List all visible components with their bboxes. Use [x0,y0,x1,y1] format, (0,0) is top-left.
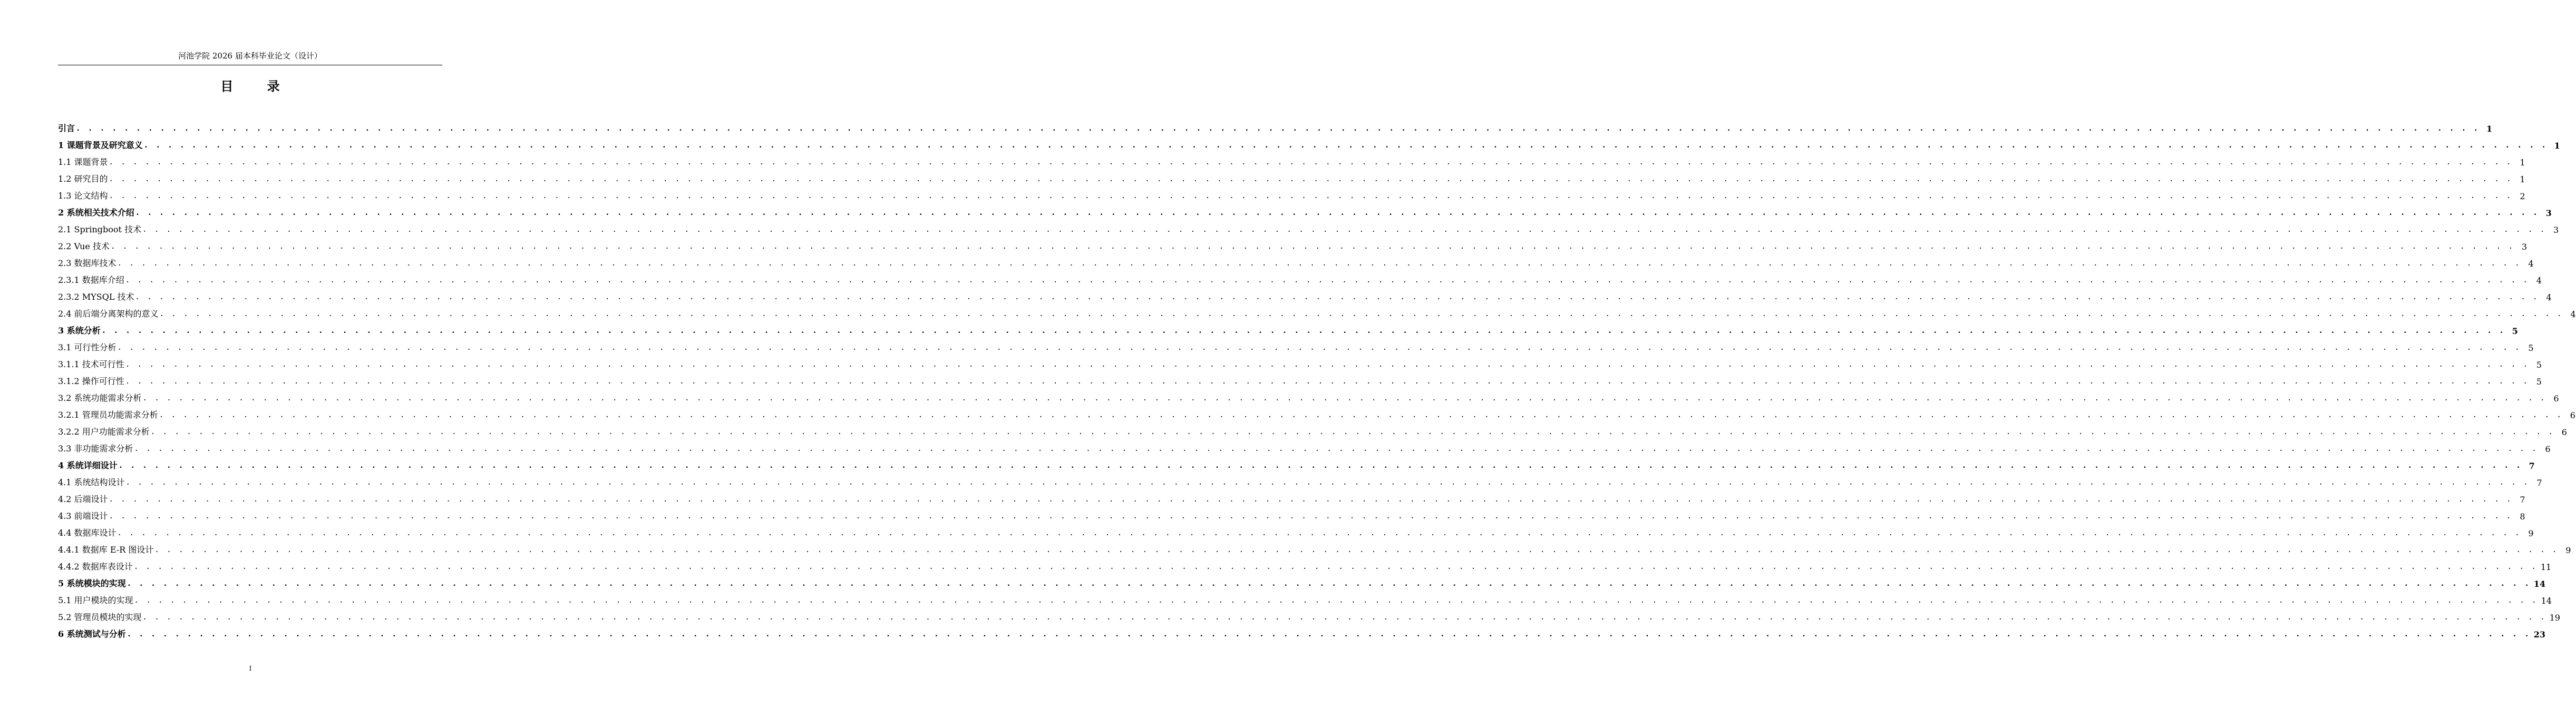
toc-entry-page: 1 [2554,141,2560,151]
toc-entry-page: 19 [2549,613,2560,623]
toc-entry[interactable] [58,134,2560,151]
toc-entry-page: 14 [2541,596,2552,606]
toc-entry-page: 3 [2553,225,2559,235]
toc-entry-page: 1 [2520,158,2525,168]
toc-entry-label: 5.2 管理员模块的实现 [58,612,142,622]
toc-entry[interactable] [58,302,2576,319]
toc-entry[interactable] [58,420,2567,437]
toc-dot-leader: . . . . . . . . . . . . . . . . . . . . . . . . . . . . . . . . . . . . . . . . . . . . . . . . . . . . . . . . . . . . . . . . . . . . . . . . . . . . . . . . . . . . . . . . . . . . . . . . . . . . . . . . . . . . . . . . . . . . . . . . . . . . . . . . . . . . . . . . . . . . . . . . . . . . . . . . . . . . . . . . . . . . . . . . . . . . . . . . . . . . . . . . . . . . . . . . . . . . . . . . [125,276,2529,284]
toc-entry-label: 2.2 Vue 技术 [58,241,110,251]
toc-entry[interactable] [58,538,2571,555]
toc-dot-leader: . . . . . . . . . . . . . . . . . . . . . . . . . . . . . . . . . . . . . . . . . . . . . . . . . . . . . . . . . . . . . . . . . . . . . . . . . . . . . . . . . . . . . . . . . . . . . . . . . . . . . . . . . . . . . . . . . . . . . . . . . . . . . . . . . . . . . . . . . . . . . . . . . . . . . . . . . . . . . . . . . . . . . . . . . . . . . . . . . . . . . . . . . . . . . . . . . . . . . . . . [154,546,2559,554]
toc-entry-page: 3 [2545,208,2552,218]
toc-entry[interactable] [58,168,2525,184]
toc-entry[interactable] [58,404,2575,420]
toc-entry-label: 4.4.2 数据库表设计 [58,562,133,572]
toc-entry-label: 5 系统模块的实现 [58,578,126,588]
toc-dot-leader: . . . . . . . . . . . . . . . . . . . . . . . . . . . . . . . . . . . . . . . . . . . . . . . . . . . . . . . . . . . . . . . . . . . . . . . . . . . . . . . . . . . . . . . . . . . . . . . . . . . . . . . . . . . . . . . . . . . . . . . . . . . . . . . . . . . . . . . . . . . . . . . . . . . . . . . . . . . . . . . . . . . . . . . . . . . . . . . . . . . . . . . . . . . . . . . . . . . . . . . . [118,461,2522,470]
toc-entry[interactable] [58,555,2552,572]
toc-entry-label: 4.2 后端设计 [58,494,108,504]
page-title: 目 录 [220,78,295,94]
toc-dot-leader: . . . . . . . . . . . . . . . . . . . . . . . . . . . . . . . . . . . . . . . . . . . . . . . . . . . . . . . . . . . . . . . . . . . . . . . . . . . . . . . . . . . . . . . . . . . . . . . . . . . . . . . . . . . . . . . . . . . . . . . . . . . . . . . . . . . . . . . . . . . . . . . . . . . . . . . . . . . . . . . . . . . . . . . . . . . . . . . . . . . . . . . . . . . . . . . . . . . . . . . . [134,596,2538,605]
toc-entry-page: 9 [2565,545,2571,555]
toc-entry-page: 7 [2529,461,2535,471]
toc-dot-leader: . . . . . . . . . . . . . . . . . . . . . . . . . . . . . . . . . . . . . . . . . . . . . . . . . . . . . . . . . . . . . . . . . . . . . . . . . . . . . . . . . . . . . . . . . . . . . . . . . . . . . . . . . . . . . . . . . . . . . . . . . . . . . . . . . . . . . . . . . . . . . . . . . . . . . . . . . . . . . . . . . . . . . . . . . . . . . . . . . . . . . . . . . . . . . . . . . . . . . . . . [135,209,2539,217]
toc-entry-label: 2.3 数据库技术 [58,258,116,268]
toc-entry[interactable] [58,370,2542,387]
toc-entry-page: 23 [2533,630,2546,640]
toc-entry-label: 2.1 Springboot 技术 [58,224,142,234]
toc-dot-leader: . . . . . . . . . . . . . . . . . . . . . . . . . . . . . . . . . . . . . . . . . . . . . . . . . . . . . . . . . . . . . . . . . . . . . . . . . . . . . . . . . . . . . . . . . . . . . . . . . . . . . . . . . . . . . . . . . . . . . . . . . . . . . . . . . . . . . . . . . . . . . . . . . . . . . . . . . . . . . . . . . . . . . . . . . . . . . . . . . . . . . . . . . . . . . . . . . . . . . . . . [117,259,2521,268]
toc-entry[interactable] [58,387,2559,404]
running-header: 河池学院 2026 届本科毕业论文（设计） [178,51,322,61]
toc-dot-leader: . . . . . . . . . . . . . . . . . . . . . . . . . . . . . . . . . . . . . . . . . . . . . . . . . . . . . . . . . . . . . . . . . . . . . . . . . . . . . . . . . . . . . . . . . . . . . . . . . . . . . . . . . . . . . . . . . . . . . . . . . . . . . . . . . . . . . . . . . . . . . . . . . . . . . . . . . . . . . . . . . . . . . . . . . . . . . . . . . . . . . . . . . . . . . . . . . . . . . . . . [109,175,2513,183]
toc-dot-leader: . . . . . . . . . . . . . . . . . . . . . . . . . . . . . . . . . . . . . . . . . . . . . . . . . . . . . . . . . . . . . . . . . . . . . . . . . . . . . . . . . . . . . . . . . . . . . . . . . . . . . . . . . . . . . . . . . . . . . . . . . . . . . . . . . . . . . . . . . . . . . . . . . . . . . . . . . . . . . . . . . . . . . . . . . . . . . . . . . . . . . . . . . . . . . . . . . . . . . . . . [109,512,2513,520]
toc-dot-leader: . . . . . . . . . . . . . . . . . . . . . . . . . . . . . . . . . . . . . . . . . . . . . . . . . . . . . . . . . . . . . . . . . . . . . . . . . . . . . . . . . . . . . . . . . . . . . . . . . . . . . . . . . . . . . . . . . . . . . . . . . . . . . . . . . . . . . . . . . . . . . . . . . . . . . . . . . . . . . . . . . . . . . . . . . . . . . . . . . . . . . . . . . . . . . . . . . . . . . . . . [109,158,2513,166]
toc-entry-page: 6 [2570,410,2575,420]
toc-dot-leader: . . . . . . . . . . . . . . . . . . . . . . . . . . . . . . . . . . . . . . . . . . . . . . . . . . . . . . . . . . . . . . . . . . . . . . . . . . . . . . . . . . . . . . . . . . . . . . . . . . . . . . . . . . . . . . . . . . . . . . . . . . . . . . . . . . . . . . . . . . . . . . . . . . . . . . . . . . . . . . . . . . . . . . . . . . . . . . . . . . . . . . . . . . . . . . . . . . . . . . . . [117,343,2521,352]
toc-entry[interactable] [58,437,2551,454]
toc-entry-label: 2.3.1 数据库介绍 [58,275,124,285]
toc-entry-page: 6 [2561,427,2567,437]
toc-entry[interactable] [58,572,2546,589]
toc-dot-leader: . . . . . . . . . . . . . . . . . . . . . . . . . . . . . . . . . . . . . . . . . . . . . . . . . . . . . . . . . . . . . . . . . . . . . . . . . . . . . . . . . . . . . . . . . . . . . . . . . . . . . . . . . . . . . . . . . . . . . . . . . . . . . . . . . . . . . . . . . . . . . . . . . . . . . . . . . . . . . . . . . . . . . . . . . . . . . . . . . . . . . . . . . . . . . . . . . . . . . . . . [125,377,2529,386]
toc-dot-leader: . . . . . . . . . . . . . . . . . . . . . . . . . . . . . . . . . . . . . . . . . . . . . . . . . . . . . . . . . . . . . . . . . . . . . . . . . . . . . . . . . . . . . . . . . . . . . . . . . . . . . . . . . . . . . . . . . . . . . . . . . . . . . . . . . . . . . . . . . . . . . . . . . . . . . . . . . . . . . . . . . . . . . . . . . . . . . . . . . . . . . . . . . . . . . . . . . . . . . . . . [109,192,2513,200]
toc-entry[interactable] [58,117,2493,134]
toc-entry-page: 14 [2533,579,2546,589]
toc-entry-label: 4.4 数据库设计 [58,528,116,538]
toc-entry[interactable] [58,218,2559,235]
toc-entry-label: 3.1 可行性分析 [58,342,116,352]
toc-entry-label: 6 系统测试与分析 [58,629,126,639]
toc-entry-label: 3.2.1 管理员功能需求分析 [58,410,158,420]
toc-entry-label: 4.1 系统结构设计 [58,477,125,487]
toc-entry-page: 5 [2528,343,2534,353]
toc-entry[interactable] [58,235,2527,252]
page-number: I [249,665,252,672]
toc-entry-page: 6 [2553,394,2559,404]
toc-dot-leader: . . . . . . . . . . . . . . . . . . . . . . . . . . . . . . . . . . . . . . . . . . . . . . . . . . . . . . . . . . . . . . . . . . . . . . . . . . . . . . . . . . . . . . . . . . . . . . . . . . . . . . . . . . . . . . . . . . . . . . . . . . . . . . . . . . . . . . . . . . . . . . . . . . . . . . . . . . . . . . . . . . . . . . . . . . . . . . . . . . . . . . . . . . . . . . . . . . . . . . . . [125,478,2530,487]
toc-entry-label: 4.4.1 数据库 E-R 图设计 [58,545,154,555]
toc-entry-page: 7 [2536,478,2542,488]
toc-entry-label: 4 系统详细设计 [58,460,118,470]
toc-dot-leader: . . . . . . . . . . . . . . . . . . . . . . . . . . . . . . . . . . . . . . . . . . . . . . . . . . . . . . . . . . . . . . . . . . . . . . . . . . . . . . . . . . . . . . . . . . . . . . . . . . . . . . . . . . . . . . . . . . . . . . . . . . . . . . . . . . . . . . . . . . . . . . . . . . . . . . . . . . . . . . . . . . . . . . . . . . . . . . . . . . . . . . . . . . . . . . . . . . . . . . . . [110,242,2514,251]
toc-dot-leader: . . . . . . . . . . . . . . . . . . . . . . . . . . . . . . . . . . . . . . . . . . . . . . . . . . . . . . . . . . . . . . . . . . . . . . . . . . . . . . . . . . . . . . . . . . . . . . . . . . . . . . . . . . . . . . . . . . . . . . . . . . . . . . . . . . . . . . . . . . . . . . . . . . . . . . . . . . . . . . . . . . . . . . . . . . . . . . . . . . . . . . . . . . . . . . . . . . . . . . . . [142,225,2546,234]
toc-dot-leader: . . . . . . . . . . . . . . . . . . . . . . . . . . . . . . . . . . . . . . . . . . . . . . . . . . . . . . . . . . . . . . . . . . . . . . . . . . . . . . . . . . . . . . . . . . . . . . . . . . . . . . . . . . . . . . . . . . . . . . . . . . . . . . . . . . . . . . . . . . . . . . . . . . . . . . . . . . . . . . . . . . . . . . . . . . . . . . . . . . . . . . . . . . . . . . . . . . . . . . . . [134,445,2538,453]
toc-entry-label: 3 系统分析 [58,326,101,336]
toc-entry[interactable] [58,336,2534,353]
toc-entry[interactable] [58,184,2525,201]
toc-dot-leader: . . . . . . . . . . . . . . . . . . . . . . . . . . . . . . . . . . . . . . . . . . . . . . . . . . . . . . . . . . . . . . . . . . . . . . . . . . . . . . . . . . . . . . . . . . . . . . . . . . . . . . . . . . . . . . . . . . . . . . . . . . . . . . . . . . . . . . . . . . . . . . . . . . . . . . . . . . . . . . . . . . . . . . . . . . . . . . . . . . . . . . . . . . . . . . . . . . . . . . . . [135,293,2539,301]
toc-entry-label: 1.2 研究目的 [58,174,108,184]
toc-entry-page: 6 [2545,444,2551,454]
toc-entry-label: 3.1.1 技术可行性 [58,359,124,369]
toc-dot-leader: . . . . . . . . . . . . . . . . . . . . . . . . . . . . . . . . . . . . . . . . . . . . . . . . . . . . . . . . . . . . . . . . . . . . . . . . . . . . . . . . . . . . . . . . . . . . . . . . . . . . . . . . . . . . . . . . . . . . . . . . . . . . . . . . . . . . . . . . . . . . . . . . . . . . . . . . . . . . . . . . . . . . . . . . . . . . . . . . . . . . . . . . . . . . . . . . . . . . . . . . [159,310,2563,318]
toc-entry[interactable] [58,252,2534,269]
toc-entry-page: 4 [2536,276,2542,286]
toc-entry-label: 2.4 前后端分离架构的意义 [58,309,159,319]
toc-entry-page: 8 [2520,512,2525,522]
toc-dot-leader: . . . . . . . . . . . . . . . . . . . . . . . . . . . . . . . . . . . . . . . . . . . . . . . . . . . . . . . . . . . . . . . . . . . . . . . . . . . . . . . . . . . . . . . . . . . . . . . . . . . . . . . . . . . . . . . . . . . . . . . . . . . . . . . . . . . . . . . . . . . . . . . . . . . . . . . . . . . . . . . . . . . . . . . . . . . . . . . . . . . . . . . . . . . . . . . . . . . . . . . . [143,141,2548,150]
toc-entry[interactable] [58,454,2535,471]
toc-entry-page: 3 [2521,242,2527,252]
toc-dot-leader: . . . . . . . . . . . . . . . . . . . . . . . . . . . . . . . . . . . . . . . . . . . . . . . . . . . . . . . . . . . . . . . . . . . . . . . . . . . . . . . . . . . . . . . . . . . . . . . . . . . . . . . . . . . . . . . . . . . . . . . . . . . . . . . . . . . . . . . . . . . . . . . . . . . . . . . . . . . . . . . . . . . . . . . . . . . . . . . . . . . . . . . . . . . . . . . . . . . . . . . . [142,394,2546,402]
toc-entry-label: 1 课题背景及研究意义 [58,140,143,150]
toc-entry-page: 4 [2528,259,2534,269]
toc-entry[interactable] [58,471,2542,488]
toc-entry-page: 4 [2546,292,2552,302]
toc-entry-label: 4.3 前端设计 [58,511,108,521]
toc-entry-page: 1 [2520,174,2525,184]
toc-entry-page: 1 [2486,124,2493,134]
toc-dot-leader: . . . . . . . . . . . . . . . . . . . . . . . . . . . . . . . . . . . . . . . . . . . . . . . . . . . . . . . . . . . . . . . . . . . . . . . . . . . . . . . . . . . . . . . . . . . . . . . . . . . . . . . . . . . . . . . . . . . . . . . . . . . . . . . . . . . . . . . . . . . . . . . . . . . . . . . . . . . . . . . . . . . . . . . . . . . . . . . . . . . . . . . . . . . . . . . . . . . . . . . . [159,411,2563,419]
toc-entry-page: 9 [2528,528,2534,538]
toc-entry[interactable] [58,353,2542,370]
toc-entry-page: 7 [2520,495,2525,505]
toc-dot-leader: . . . . . . . . . . . . . . . . . . . . . . . . . . . . . . . . . . . . . . . . . . . . . . . . . . . . . . . . . . . . . . . . . . . . . . . . . . . . . . . . . . . . . . . . . . . . . . . . . . . . . . . . . . . . . . . . . . . . . . . . . . . . . . . . . . . . . . . . . . . . . . . . . . . . . . . . . . . . . . . . . . . . . . . . . . . . . . . . . . . . . . . . . . . . . . . . . . . . . . . . [127,579,2531,588]
toc-entry-page: 5 [2536,377,2542,387]
toc-dot-leader: . . . . . . . . . . . . . . . . . . . . . . . . . . . . . . . . . . . . . . . . . . . . . . . . . . . . . . . . . . . . . . . . . . . . . . . . . . . . . . . . . . . . . . . . . . . . . . . . . . . . . . . . . . . . . . . . . . . . . . . . . . . . . . . . . . . . . . . . . . . . . . . . . . . . . . . . . . . . . . . . . . . . . . . . . . . . . . . . . . . . . . . . . . . . . . . . . . . . . . . . [101,327,2505,335]
toc-entry-label: 3.1.2 操作可行性 [58,376,124,386]
toc-dot-leader: . . . . . . . . . . . . . . . . . . . . . . . . . . . . . . . . . . . . . . . . . . . . . . . . . . . . . . . . . . . . . . . . . . . . . . . . . . . . . . . . . . . . . . . . . . . . . . . . . . . . . . . . . . . . . . . . . . . . . . . . . . . . . . . . . . . . . . . . . . . . . . . . . . . . . . . . . . . . . . . . . . . . . . . . . . . . . . . . . . . . . . . . . . . . . . . . . . . . . . . . [133,563,2538,571]
toc-entry[interactable] [58,589,2552,606]
toc-entry[interactable] [58,319,2518,336]
toc-entry-page: 4 [2570,309,2576,319]
toc-entry[interactable] [58,269,2542,286]
toc-dot-leader: . . . . . . . . . . . . . . . . . . . . . . . . . . . . . . . . . . . . . . . . . . . . . . . . . . . . . . . . . . . . . . . . . . . . . . . . . . . . . . . . . . . . . . . . . . . . . . . . . . . . . . . . . . . . . . . . . . . . . . . . . . . . . . . . . . . . . . . . . . . . . . . . . . . . . . . . . . . . . . . . . . . . . . . . . . . . . . . . . . . . . . . . . . . . . . . . . . . . . . . . [117,529,2521,537]
table-of-contents [58,117,2576,640]
toc-entry-label: 1.3 论文结构 [58,191,108,201]
toc-dot-leader: . . . . . . . . . . . . . . . . . . . . . . . . . . . . . . . . . . . . . . . . . . . . . . . . . . . . . . . . . . . . . . . . . . . . . . . . . . . . . . . . . . . . . . . . . . . . . . . . . . . . . . . . . . . . . . . . . . . . . . . . . . . . . . . . . . . . . . . . . . . . . . . . . . . . . . . . . . . . . . . . . . . . . . . . . . . . . . . . . . . . . . . . . . . . . . . . . . . . . . . . [76,124,2480,133]
toc-entry-label: 1.1 课题背景 [58,157,108,167]
toc-dot-leader: . . . . . . . . . . . . . . . . . . . . . . . . . . . . . . . . . . . . . . . . . . . . . . . . . . . . . . . . . . . . . . . . . . . . . . . . . . . . . . . . . . . . . . . . . . . . . . . . . . . . . . . . . . . . . . . . . . . . . . . . . . . . . . . . . . . . . . . . . . . . . . . . . . . . . . . . . . . . . . . . . . . . . . . . . . . . . . . . . . . . . . . . . . . . . . . . . . . . . . . . [109,495,2513,504]
toc-entry-page: 5 [2536,360,2542,370]
toc-entry-label: 3.2.2 用户功能需求分析 [58,427,150,437]
toc-entry-page: 5 [2512,326,2518,336]
toc-entry-label: 5.1 用户模块的实现 [58,595,133,605]
toc-entry[interactable] [58,623,2546,640]
toc-dot-leader: . . . . . . . . . . . . . . . . . . . . . . . . . . . . . . . . . . . . . . . . . . . . . . . . . . . . . . . . . . . . . . . . . . . . . . . . . . . . . . . . . . . . . . . . . . . . . . . . . . . . . . . . . . . . . . . . . . . . . . . . . . . . . . . . . . . . . . . . . . . . . . . . . . . . . . . . . . . . . . . . . . . . . . . . . . . . . . . . . . . . . . . . . . . . . . . . . . . . . . . . [150,428,2554,436]
toc-entry-label: 2.3.2 MYSQL 技术 [58,292,134,302]
toc-dot-leader: . . . . . . . . . . . . . . . . . . . . . . . . . . . . . . . . . . . . . . . . . . . . . . . . . . . . . . . . . . . . . . . . . . . . . . . . . . . . . . . . . . . . . . . . . . . . . . . . . . . . . . . . . . . . . . . . . . . . . . . . . . . . . . . . . . . . . . . . . . . . . . . . . . . . . . . . . . . . . . . . . . . . . . . . . . . . . . . . . . . . . . . . . . . . . . . . . . . . . . . . [127,630,2531,638]
toc-entry-page: 11 [2540,562,2552,572]
toc-entry-label: 引言 [58,123,75,133]
toc-entry-page: 2 [2520,191,2525,201]
toc-entry[interactable] [58,286,2552,302]
toc-dot-leader: . . . . . . . . . . . . . . . . . . . . . . . . . . . . . . . . . . . . . . . . . . . . . . . . . . . . . . . . . . . . . . . . . . . . . . . . . . . . . . . . . . . . . . . . . . . . . . . . . . . . . . . . . . . . . . . . . . . . . . . . . . . . . . . . . . . . . . . . . . . . . . . . . . . . . . . . . . . . . . . . . . . . . . . . . . . . . . . . . . . . . . . . . . . . . . . . . . . . . . . . [125,360,2529,369]
toc-entry-label: 3.3 非功能需求分析 [58,444,133,454]
toc-entry[interactable] [58,201,2552,218]
toc-entry[interactable] [58,488,2525,505]
toc-dot-leader: . . . . . . . . . . . . . . . . . . . . . . . . . . . . . . . . . . . . . . . . . . . . . . . . . . . . . . . . . . . . . . . . . . . . . . . . . . . . . . . . . . . . . . . . . . . . . . . . . . . . . . . . . . . . . . . . . . . . . . . . . . . . . . . . . . . . . . . . . . . . . . . . . . . . . . . . . . . . . . . . . . . . . . . . . . . . . . . . . . . . . . . . . . . . . . . . . . . . . . . . [142,613,2546,622]
toc-entry[interactable] [58,606,2560,623]
toc-entry[interactable] [58,505,2525,522]
toc-entry[interactable] [58,151,2525,168]
toc-entry-label: 2 系统相关技术介绍 [58,208,134,218]
toc-entry-label: 3.2 系统功能需求分析 [58,393,142,403]
toc-entry[interactable] [58,522,2534,538]
